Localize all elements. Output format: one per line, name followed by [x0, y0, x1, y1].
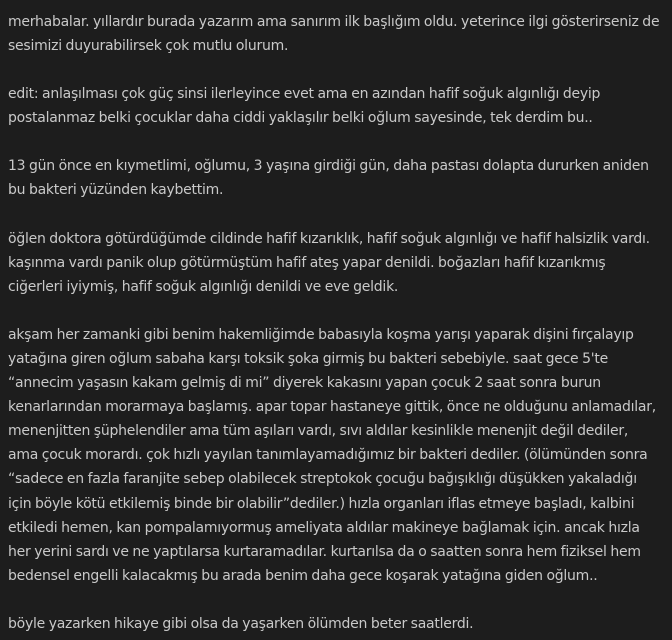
text-line: sesimizi duyurabilirsek çok mutlu olurum.	[8, 38, 289, 55]
text-line: postalanmaz belki çocuklar daha ciddi yaklaşılır belki oğlum sayesinde, tek derdim bu..	[8, 110, 593, 127]
post-paragraph-6	[8, 612, 668, 636]
text-line: bu bakteri yüzünden kaybettim.	[8, 182, 224, 199]
text-line: için böyle kötü etkilemiş binde bir olabilir”dediler.) hızla organları iflas etmeye başladı, kalbini	[8, 495, 635, 512]
text-line: kaşınma vardı panik olup götürmüştüm hafif ateş yapar denildi. boğazları hafif kızarıkmış	[8, 254, 606, 271]
text-line: menenjitten şüphelendiler ama tüm aşıları vardı, sıvı aldılar kesinlikle menenjit değil dediler,	[8, 423, 629, 440]
text-line: etkiledi hemen, kan pompalamıyormuş ameliyata aldılar makineye bağlamak için. ancak hızla	[8, 519, 640, 536]
post-paragraph-5	[8, 323, 668, 588]
text-line: merhabalar. yıllardır burada yazarım ama sanırım ilk başlığım oldu. yeterince ilgi gösterirseniz de	[8, 14, 660, 30]
text-line: böyle yazarken hikaye gibi olsa da yaşarken ölümden beter saatlerdi.	[8, 615, 474, 632]
text-line: öğlen doktora götürdüğümde cildinde hafif kızarıklık, hafif soğuk algınlığı ve hafif halsizlik vardı.	[8, 230, 650, 247]
text-line: ama çocuk morardı. çok hızlı yayılan tanımlayamadığımız bir bakteri dediler. (ölümünden sonra	[8, 447, 648, 464]
text-line: “sadece en fazla faranjite sebep olabilecek streptokok çocuğu bağışıklığı düşükken yakaladığı	[8, 471, 637, 488]
text-line: yatağına giren oğlum sabaha karşı toksik şoka girmiş bu bakteri sebebiyle. saat gece 5'te	[8, 350, 608, 367]
text-line: ciğerleri iyiymiş, hafif soğuk algınlığı denildi ve eve geldik.	[8, 278, 399, 295]
text-line: edit: anlaşılması çok güç sinsi ilerleyince evet ama en azından hafif soğuk algınlığı deyip	[8, 86, 601, 103]
text-line: 13 gün önce en kıymetlimi, oğlumu, 3 yaşına girdiği gün, daha pastası dolapta dururken aniden	[8, 158, 649, 175]
text-line: her yerini sardı ve ne yaptılarsa kurtaramadılar. kurtarılsa da o saatten sonra hem fiziksel hem	[8, 543, 641, 560]
text-line: akşam her zamanki gibi benim hakemliğimde babasıyla koşma yarışı yaparak dişini fırçalayıp	[8, 326, 634, 343]
post-paragraph-edit	[8, 82, 668, 130]
post-paragraph-1	[8, 10, 668, 58]
text-line: bedensel engelli kalacakmış bu arada benim daha gece koşarak yatağına giden oğlum..	[8, 567, 598, 584]
text-line: “annecim yaşasın kakam gelmiş di mi” diyerek kakasını yapan çocuk 2 saat sonra burun	[8, 375, 601, 392]
post-paragraph-4	[8, 227, 668, 299]
text-line: kenarlarından morarmaya başlamış. apar topar hastaneye gittik, önce ne olduğunu anlamadılar,	[8, 399, 656, 416]
post-paragraph-3	[8, 154, 668, 202]
